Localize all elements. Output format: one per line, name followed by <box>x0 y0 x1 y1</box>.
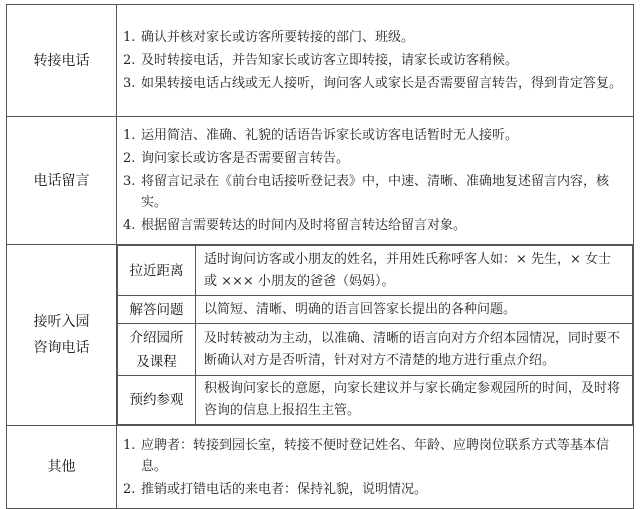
sub-text: 积极询问家长的意愿，向家长建议并与家长确定参观园所的时间，及时将咨询的信息上报招生主管。 <box>204 381 621 418</box>
item-number: 2. <box>123 53 136 68</box>
sub-text-cell <box>196 246 633 296</box>
subtable-row <box>118 296 633 324</box>
table-row <box>7 245 634 426</box>
item-number: 2. <box>123 151 136 166</box>
sub-text: 适时询问访客或小朋友的姓名，并用姓氏称呼客人如：× 先生，× 女士或 ××× 小朋友的爸爸（妈妈）。 <box>204 251 612 289</box>
item-text: 运用简洁、准确、礼貌的话语告诉家长或访客电话暂时无人接听。 <box>141 128 519 143</box>
sub-text-cell <box>196 376 633 425</box>
sub-label-cell <box>118 296 196 324</box>
category-label: 转接电话 <box>33 52 90 69</box>
item-text: 及时转接电话，并告知家长或访客立即转接，请家长或访客稍候。 <box>141 53 519 68</box>
subtable-row <box>118 376 633 425</box>
sub-label: 预约参观 <box>129 392 184 408</box>
sub-label-cell <box>118 376 196 425</box>
list-item <box>123 148 625 169</box>
item-number: 1. <box>123 128 136 143</box>
list-item <box>123 125 625 146</box>
category-cell <box>7 426 117 509</box>
category-cell <box>7 245 117 426</box>
category-label-line2: 咨询电话 <box>33 340 90 356</box>
subtable-cell <box>117 245 634 426</box>
phone-procedure-table <box>6 4 634 509</box>
list-item <box>123 215 625 236</box>
sub-text-cell <box>196 296 633 324</box>
table-row <box>7 117 634 245</box>
sub-label-cell <box>118 324 196 376</box>
item-text: 将留言记录在《前台电话接听登记表》中，中速、清晰、准确地复述留言内容，核实。 <box>141 174 610 210</box>
items-cell <box>117 117 634 245</box>
item-number: 1. <box>123 30 136 45</box>
sub-label: 解答问题 <box>129 301 184 318</box>
list-item <box>123 73 625 94</box>
category-label-line1: 接听入园 <box>33 314 90 330</box>
items-cell <box>117 426 634 509</box>
item-text: 推销或打错电话的来电者：保持礼貌，说明情况。 <box>141 481 428 497</box>
list-item <box>123 171 625 213</box>
category-cell <box>7 5 117 117</box>
sub-text: 及时转被动为主动，以准确、清晰的语言向对方介绍本园情况，同时要不断确认对方是否听清，针对对方不清楚的地方进行重点介绍。 <box>204 330 621 368</box>
items-cell <box>117 5 634 117</box>
sub-label-line2: 及课程 <box>136 353 177 370</box>
sub-text: 以简短、清晰、明确的语言回答家长提出的各种问题。 <box>204 301 517 317</box>
table-row <box>7 426 634 509</box>
category-label: 电话留言 <box>33 172 90 189</box>
item-text: 应聘者：转接到园长室，转接不便时登记姓名、年龄、应聘岗位联系方式等基本信息。 <box>141 437 610 474</box>
item-text: 如果转接电话占线或无人接听，询问客人或家长是否需要留言转告，得到肯定答复。 <box>141 76 623 91</box>
list-item <box>123 479 625 500</box>
list-item <box>123 27 625 48</box>
subtable-row <box>118 324 633 376</box>
item-number: 3. <box>123 174 136 189</box>
sub-text-cell <box>196 324 633 376</box>
sub-label: 拉近距离 <box>129 262 184 279</box>
item-text: 询问家长或访客是否需要留言转告。 <box>141 151 350 166</box>
list-item <box>123 50 625 71</box>
category-label: 其他 <box>47 459 76 475</box>
sub-label-cell <box>118 246 196 296</box>
category-cell <box>7 117 117 245</box>
table-row <box>7 5 634 117</box>
item-number: 4. <box>123 218 136 233</box>
item-text: 确认并核对家长或访客所要转接的部门、班级。 <box>141 30 415 45</box>
item-number: 1. <box>123 437 136 453</box>
subtable-row <box>118 246 633 296</box>
item-text: 根据留言需要转达的时间内及时将留言转达给留言对象。 <box>141 218 467 233</box>
item-number: 3. <box>123 76 136 91</box>
consult-subtable <box>117 245 633 425</box>
item-number: 2. <box>123 481 136 497</box>
list-item <box>123 435 625 477</box>
sub-label-line1: 介绍园所 <box>129 329 184 346</box>
